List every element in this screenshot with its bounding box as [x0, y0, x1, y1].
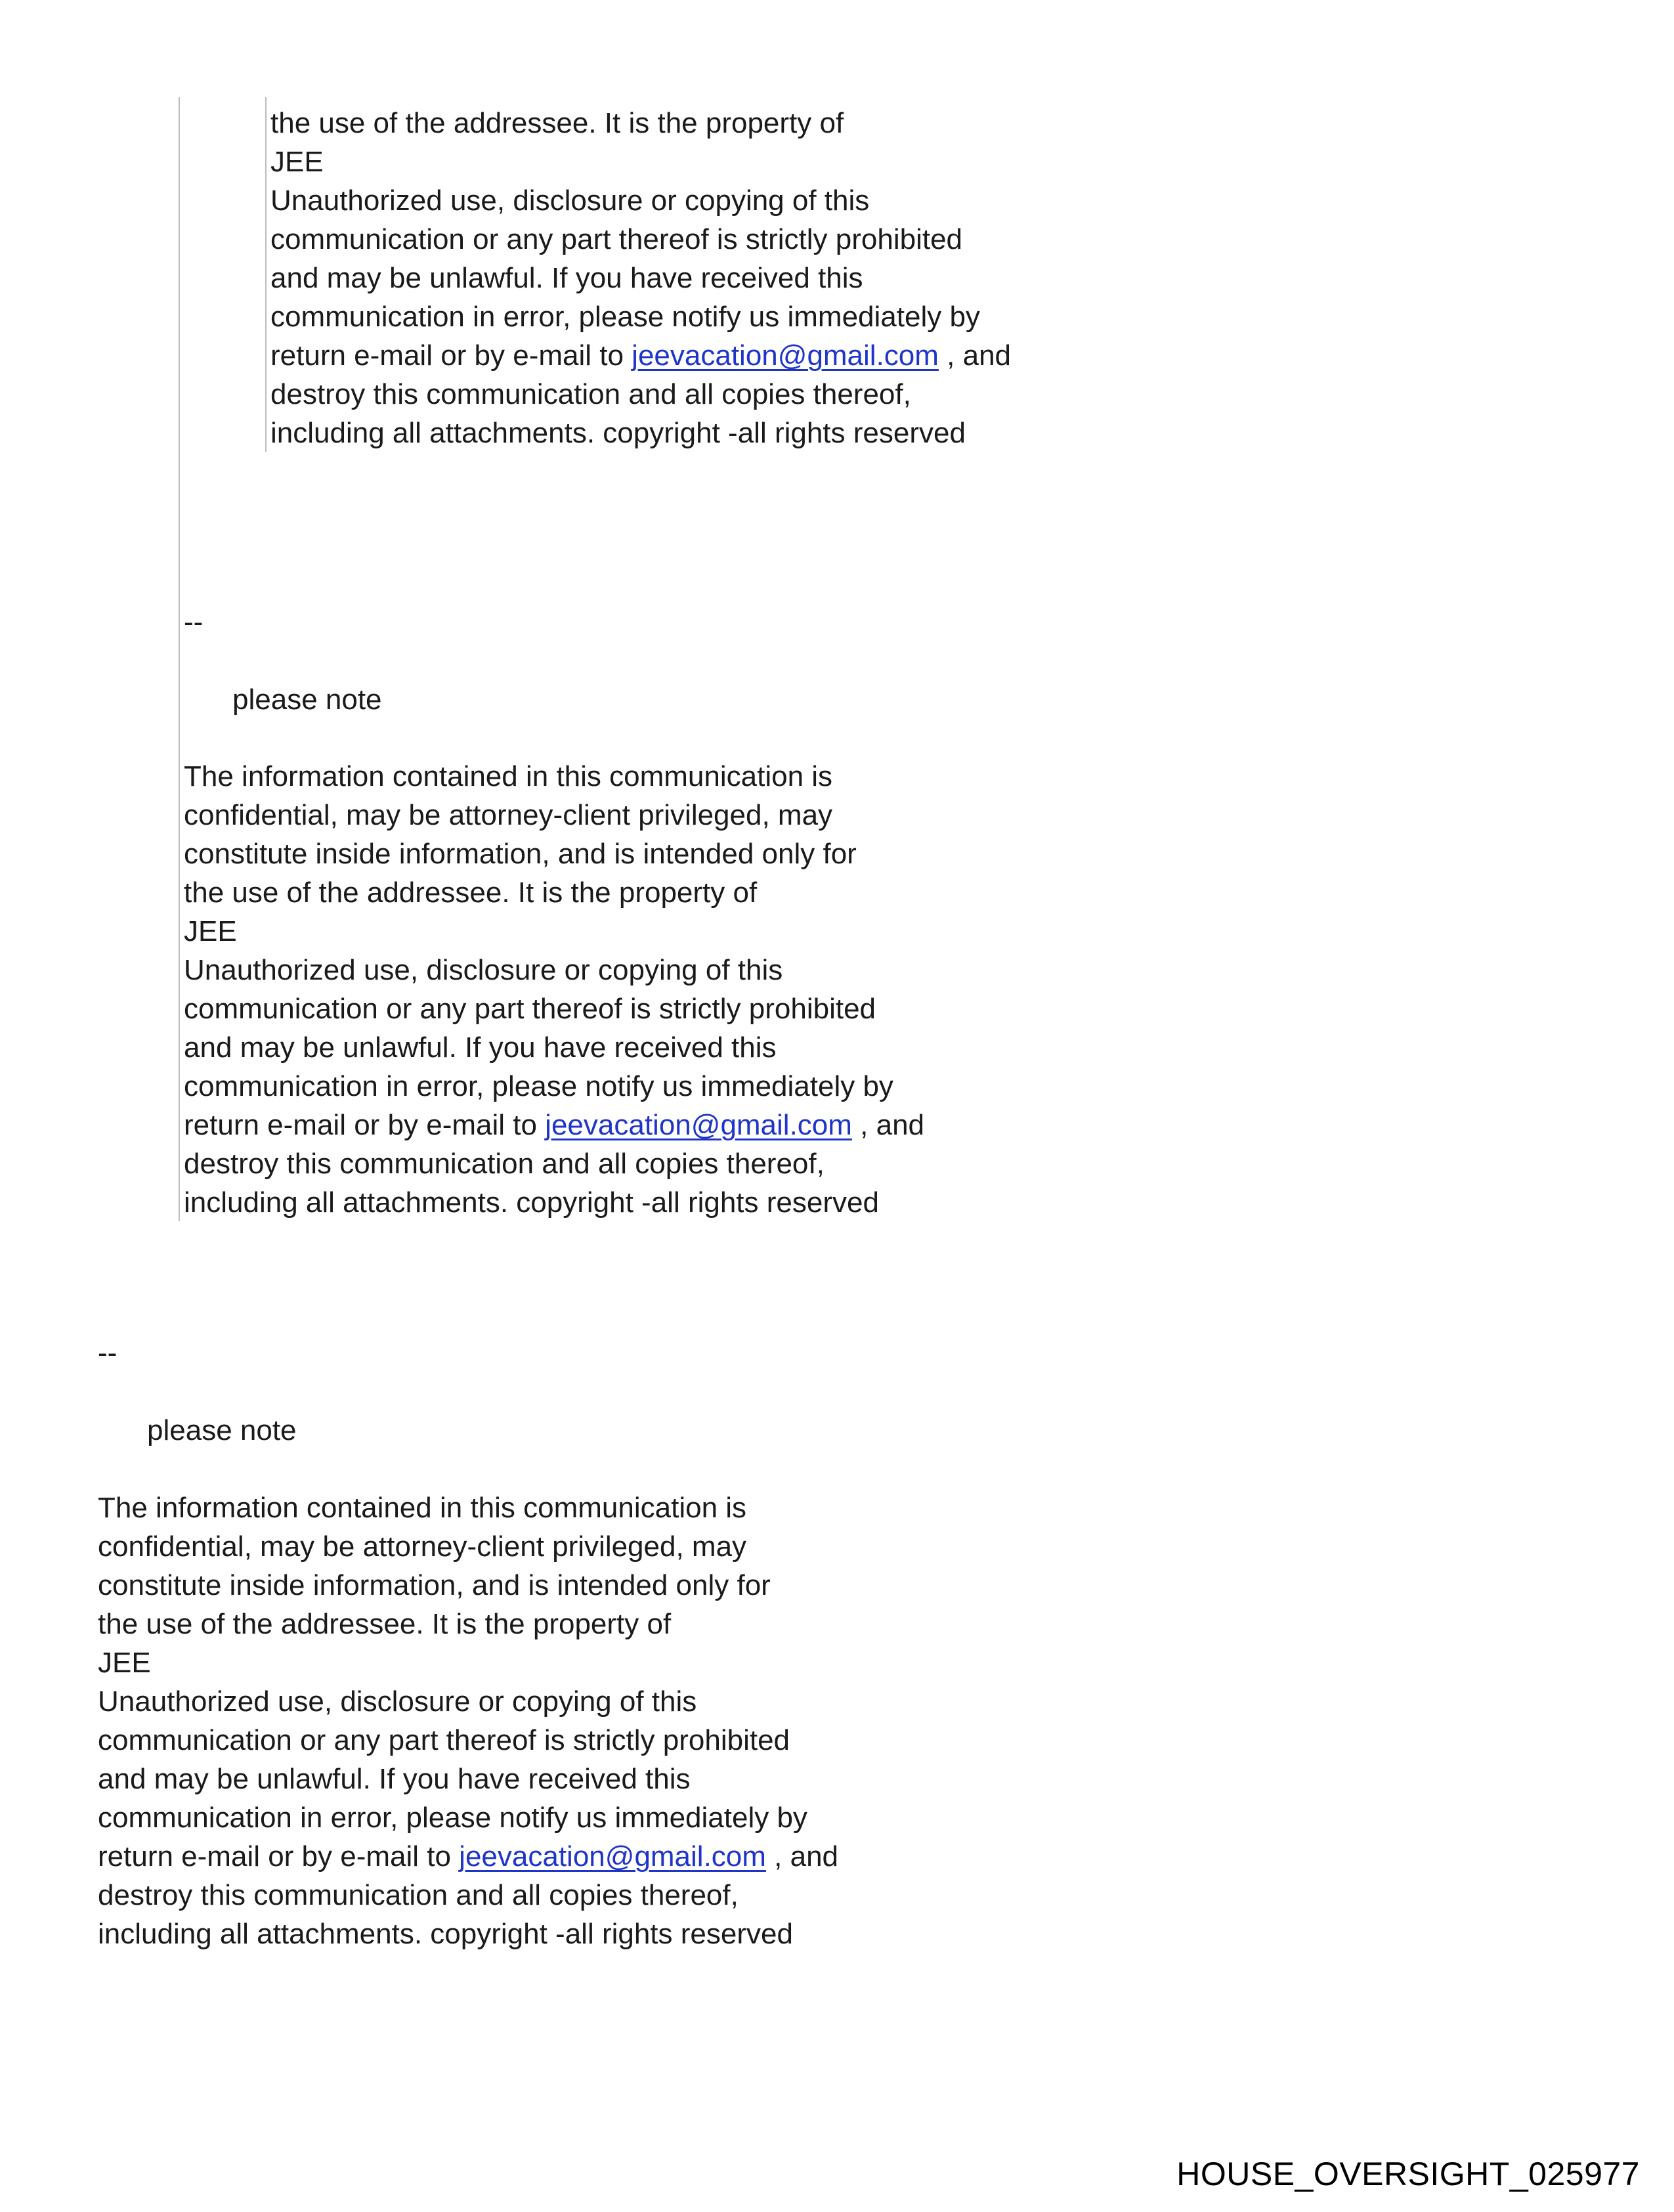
return-prefix: return e-mail or by e-mail to	[98, 1840, 460, 1873]
disclaimer-line: the use of the addressee. It is the property of	[270, 107, 844, 139]
return-suffix: , and	[851, 1109, 925, 1141]
disclaimer-return-line	[270, 336, 1011, 375]
return-suffix: , and	[765, 1840, 839, 1873]
disclaimer-line: and may be unlawful. If you have received this	[270, 262, 863, 294]
please-note-heading: please note	[147, 1414, 297, 1446]
signature-separator: --	[184, 606, 204, 638]
disclaimer-line: JEE	[98, 1647, 151, 1679]
disclaimer-line: communication or any part thereof is strictly prohibited	[98, 1724, 790, 1756]
disclaimer-line: destroy this communication and all copies thereof,	[184, 1148, 825, 1180]
disclaimer-line: including all attachments. copyright -all rights reserved	[270, 417, 966, 449]
disclaimer-line: constitute inside information, and is intended only for	[98, 1569, 771, 1601]
disclaimer-line: and may be unlawful. If you have received this	[98, 1763, 691, 1795]
quoted-disclaimer-inner	[270, 104, 1011, 452]
disclaimer-line: Unauthorized use, disclosure or copying of this	[184, 954, 783, 986]
return-prefix: return e-mail or by e-mail to	[270, 339, 632, 372]
return-prefix: return e-mail or by e-mail to	[184, 1109, 546, 1141]
disclaimer-line: the use of the addressee. It is the property of	[98, 1608, 672, 1640]
disclaimer-line: destroy this communication and all copies thereof,	[270, 378, 911, 410]
disclaimer-line: including all attachments. copyright -all rights reserved	[98, 1918, 793, 1950]
disclaimer-return-line	[184, 1106, 924, 1144]
quoted-disclaimer-middle	[184, 757, 924, 1222]
disclaimer-line: including all attachments. copyright -all rights reserved	[184, 1186, 879, 1219]
disclaimer-line: and may be unlawful. If you have received this	[184, 1031, 777, 1064]
disclaimer-body	[98, 1488, 838, 1953]
please-note-heading: please note	[232, 683, 382, 716]
disclaimer-line: constitute inside information, and is intended only for	[184, 838, 857, 870]
bates-number: HOUSE_OVERSIGHT_025977	[1176, 2156, 1640, 2192]
disclaimer-line: communication or any part thereof is strictly prohibited	[270, 223, 963, 255]
disclaimer-line: communication in error, please notify us immediately by	[98, 1802, 807, 1834]
disclaimer-line: confidential, may be attorney-client privileged, may	[98, 1530, 747, 1563]
disclaimer-line: the use of the addressee. It is the property of	[184, 877, 758, 909]
disclaimer-line: The information contained in this communication is	[98, 1492, 747, 1524]
disclaimer-line: JEE	[270, 146, 324, 178]
disclaimer-line: communication in error, please notify us immediately by	[270, 301, 980, 333]
disclaimer-line: Unauthorized use, disclosure or copying of this	[98, 1685, 697, 1718]
email-link[interactable]: jeevacation@gmail.com	[545, 1109, 852, 1141]
disclaimer-line: confidential, may be attorney-client privileged, may	[184, 799, 833, 831]
disclaimer-return-line	[98, 1837, 838, 1876]
disclaimer-line: communication in error, please notify us immediately by	[184, 1070, 893, 1102]
disclaimer-line: The information contained in this communication is	[184, 760, 833, 792]
disclaimer-line: JEE	[184, 915, 237, 947]
email-link[interactable]: jeevacation@gmail.com	[459, 1840, 766, 1873]
return-suffix: , and	[938, 339, 1012, 372]
disclaimer-line: destroy this communication and all copies thereof,	[98, 1879, 739, 1911]
quote-bar-outer	[179, 97, 180, 1221]
disclaimer-line: Unauthorized use, disclosure or copying of this	[270, 184, 870, 217]
quote-bar-inner	[265, 97, 267, 452]
email-link[interactable]: jeevacation@gmail.com	[632, 339, 939, 372]
signature-separator: --	[98, 1337, 118, 1369]
disclaimer-line: communication or any part thereof is strictly prohibited	[184, 993, 876, 1025]
